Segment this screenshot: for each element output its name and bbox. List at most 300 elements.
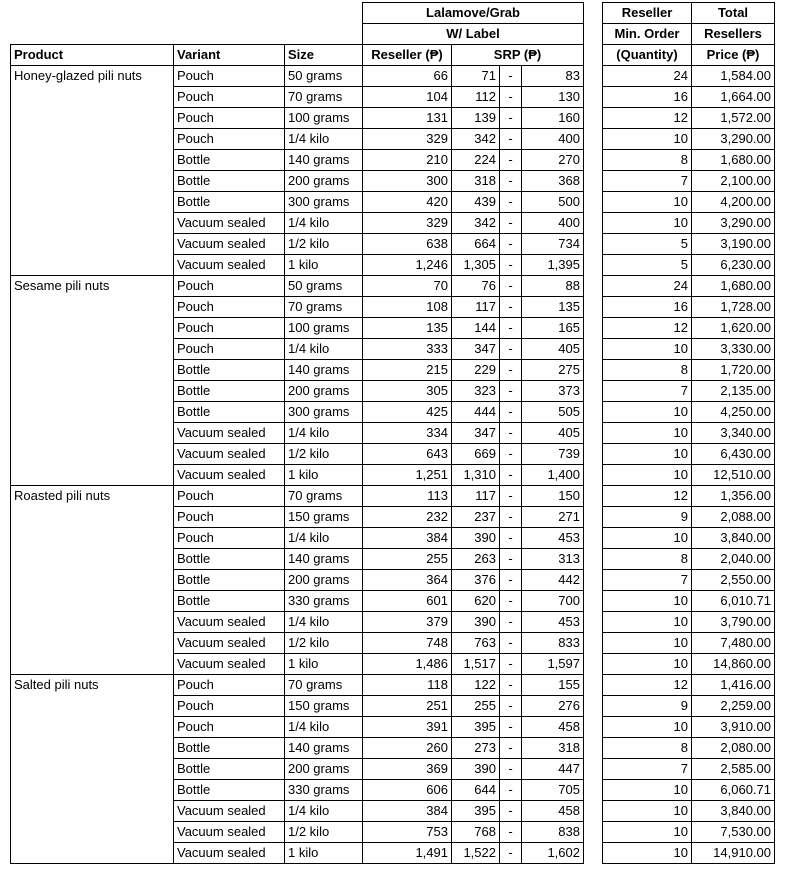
srp-max-cell: 833 <box>522 633 584 654</box>
srp-min-cell: 376 <box>452 570 500 591</box>
srp-max-cell: 150 <box>522 486 584 507</box>
total-price-cell: 1,416.00 <box>692 675 775 696</box>
total-price-cell: 2,259.00 <box>692 696 775 717</box>
variant-cell: Pouch <box>174 87 285 108</box>
srp-min-cell: 144 <box>452 318 500 339</box>
srp-dash: - <box>500 192 522 213</box>
reseller-price-cell: 108 <box>363 297 452 318</box>
size-cell: 50 grams <box>285 276 363 297</box>
min-order-qty-cell: 10 <box>603 654 692 675</box>
table-row <box>603 654 775 675</box>
srp-min-cell: 1,310 <box>452 465 500 486</box>
total-price-cell: 6,010.71 <box>692 591 775 612</box>
reseller-price-cell: 753 <box>363 822 452 843</box>
srp-dash: - <box>500 738 522 759</box>
variant-cell: Vacuum sealed <box>174 633 285 654</box>
srp-min-cell: 263 <box>452 549 500 570</box>
table-row <box>603 591 775 612</box>
total-price-cell: 2,585.00 <box>692 759 775 780</box>
reseller-price-cell: 334 <box>363 423 452 444</box>
srp-max-cell: 734 <box>522 234 584 255</box>
variant-cell: Bottle <box>174 360 285 381</box>
total-price-cell: 7,530.00 <box>692 822 775 843</box>
size-cell: 70 grams <box>285 486 363 507</box>
srp-max-cell: 318 <box>522 738 584 759</box>
min-order-qty-cell: 12 <box>603 675 692 696</box>
srp-max-cell: 160 <box>522 108 584 129</box>
total-price-cell: 2,100.00 <box>692 171 775 192</box>
table-row <box>603 507 775 528</box>
table-row <box>603 150 775 171</box>
total-price-cell: 2,080.00 <box>692 738 775 759</box>
price-table <box>10 2 584 864</box>
total-price-cell: 3,290.00 <box>692 129 775 150</box>
size-cell: 1/2 kilo <box>285 822 363 843</box>
size-cell: 1/2 kilo <box>285 234 363 255</box>
min-order-qty-cell: 5 <box>603 255 692 276</box>
table-row <box>603 171 775 192</box>
srp-min-cell: 255 <box>452 696 500 717</box>
min-order-qty-cell: 10 <box>603 717 692 738</box>
header-product: Product <box>11 45 174 66</box>
min-order-qty-cell: 10 <box>603 465 692 486</box>
size-cell: 300 grams <box>285 402 363 423</box>
min-order-qty-cell: 16 <box>603 87 692 108</box>
srp-dash: - <box>500 801 522 822</box>
reseller-price-cell: 118 <box>363 675 452 696</box>
product-name-cell: Salted pili nuts <box>11 675 174 864</box>
srp-dash: - <box>500 108 522 129</box>
reseller-price-cell: 425 <box>363 402 452 423</box>
reseller-price-cell: 748 <box>363 633 452 654</box>
min-order-qty-cell: 16 <box>603 297 692 318</box>
total-price-cell: 3,190.00 <box>692 234 775 255</box>
srp-max-cell: 271 <box>522 507 584 528</box>
header-min-order-line1: Reseller <box>603 3 692 24</box>
variant-cell: Pouch <box>174 528 285 549</box>
total-price-cell: 4,250.00 <box>692 402 775 423</box>
table-row <box>603 528 775 549</box>
reseller-price-cell: 215 <box>363 360 452 381</box>
srp-dash: - <box>500 549 522 570</box>
reseller-price-cell: 420 <box>363 192 452 213</box>
total-price-cell: 12,510.00 <box>692 465 775 486</box>
table-row <box>603 486 775 507</box>
variant-cell: Bottle <box>174 570 285 591</box>
srp-min-cell: 347 <box>452 339 500 360</box>
variant-cell: Vacuum sealed <box>174 612 285 633</box>
srp-dash: - <box>500 423 522 444</box>
table-row <box>603 192 775 213</box>
total-price-cell: 2,040.00 <box>692 549 775 570</box>
product-name-cell: Roasted pili nuts <box>11 486 174 675</box>
srp-min-cell: 237 <box>452 507 500 528</box>
srp-dash: - <box>500 612 522 633</box>
srp-dash: - <box>500 381 522 402</box>
reseller-price-cell: 1,246 <box>363 255 452 276</box>
size-cell: 140 grams <box>285 738 363 759</box>
total-price-cell: 3,840.00 <box>692 801 775 822</box>
min-order-qty-cell: 10 <box>603 129 692 150</box>
table-row <box>11 486 584 507</box>
variant-cell: Pouch <box>174 696 285 717</box>
variant-cell: Pouch <box>174 108 285 129</box>
reseller-price-cell: 300 <box>363 171 452 192</box>
min-order-qty-cell: 12 <box>603 108 692 129</box>
total-price-cell: 3,790.00 <box>692 612 775 633</box>
variant-cell: Pouch <box>174 129 285 150</box>
reseller-price-cell: 329 <box>363 129 452 150</box>
min-order-qty-cell: 12 <box>603 486 692 507</box>
srp-dash: - <box>500 129 522 150</box>
table-row <box>603 255 775 276</box>
srp-min-cell: 342 <box>452 129 500 150</box>
srp-max-cell: 373 <box>522 381 584 402</box>
reseller-price-cell: 333 <box>363 339 452 360</box>
srp-max-cell: 368 <box>522 171 584 192</box>
header-size: Size <box>285 45 363 66</box>
size-cell: 1/4 kilo <box>285 528 363 549</box>
min-order-qty-cell: 5 <box>603 234 692 255</box>
header-srp: SRP (₱) <box>452 45 584 66</box>
total-price-cell: 1,620.00 <box>692 318 775 339</box>
variant-cell: Vacuum sealed <box>174 255 285 276</box>
variant-cell: Pouch <box>174 486 285 507</box>
srp-dash: - <box>500 402 522 423</box>
reseller-price-cell: 638 <box>363 234 452 255</box>
srp-dash: - <box>500 843 522 864</box>
reseller-price-cell: 135 <box>363 318 452 339</box>
min-order-qty-cell: 10 <box>603 423 692 444</box>
reseller-price-cell: 379 <box>363 612 452 633</box>
header-variant: Variant <box>174 45 285 66</box>
srp-min-cell: 122 <box>452 675 500 696</box>
table-row <box>11 675 584 696</box>
reseller-price-cell: 601 <box>363 591 452 612</box>
min-order-qty-cell: 10 <box>603 402 692 423</box>
srp-max-cell: 83 <box>522 66 584 87</box>
size-cell: 1/4 kilo <box>285 339 363 360</box>
reseller-price-cell: 391 <box>363 717 452 738</box>
size-cell: 200 grams <box>285 381 363 402</box>
variant-cell: Vacuum sealed <box>174 213 285 234</box>
srp-min-cell: 229 <box>452 360 500 381</box>
reseller-price-cell: 643 <box>363 444 452 465</box>
table-row <box>603 129 775 150</box>
srp-dash: - <box>500 360 522 381</box>
size-cell: 100 grams <box>285 318 363 339</box>
size-cell: 1 kilo <box>285 465 363 486</box>
srp-min-cell: 117 <box>452 486 500 507</box>
srp-min-cell: 323 <box>452 381 500 402</box>
size-cell: 70 grams <box>285 675 363 696</box>
srp-max-cell: 130 <box>522 87 584 108</box>
srp-dash: - <box>500 276 522 297</box>
srp-max-cell: 405 <box>522 423 584 444</box>
srp-dash: - <box>500 87 522 108</box>
total-price-cell: 1,680.00 <box>692 276 775 297</box>
size-cell: 1 kilo <box>285 654 363 675</box>
table-row <box>603 276 775 297</box>
variant-cell: Pouch <box>174 339 285 360</box>
variant-cell: Bottle <box>174 549 285 570</box>
size-cell: 140 grams <box>285 549 363 570</box>
total-price-cell: 4,200.00 <box>692 192 775 213</box>
srp-min-cell: 1,522 <box>452 843 500 864</box>
min-order-qty-cell: 10 <box>603 780 692 801</box>
total-price-cell: 1,356.00 <box>692 486 775 507</box>
variant-cell: Pouch <box>174 318 285 339</box>
reseller-price-cell: 232 <box>363 507 452 528</box>
min-order-qty-cell: 8 <box>603 360 692 381</box>
srp-min-cell: 390 <box>452 612 500 633</box>
table-row <box>603 549 775 570</box>
size-cell: 300 grams <box>285 192 363 213</box>
srp-dash: - <box>500 297 522 318</box>
srp-dash: - <box>500 486 522 507</box>
table-row <box>603 297 775 318</box>
srp-dash: - <box>500 318 522 339</box>
srp-max-cell: 135 <box>522 297 584 318</box>
reseller-price-cell: 104 <box>363 87 452 108</box>
total-price-cell: 1,584.00 <box>692 66 775 87</box>
min-order-qty-cell: 10 <box>603 633 692 654</box>
size-cell: 330 grams <box>285 591 363 612</box>
srp-dash: - <box>500 234 522 255</box>
size-cell: 1/2 kilo <box>285 633 363 654</box>
srp-min-cell: 395 <box>452 801 500 822</box>
min-order-qty-cell: 8 <box>603 549 692 570</box>
total-price-cell: 6,060.71 <box>692 780 775 801</box>
table-row <box>603 759 775 780</box>
table-row <box>603 801 775 822</box>
srp-min-cell: 76 <box>452 276 500 297</box>
min-order-qty-cell: 7 <box>603 759 692 780</box>
min-order-qty-cell: 12 <box>603 318 692 339</box>
size-cell: 150 grams <box>285 507 363 528</box>
table-row <box>603 360 775 381</box>
srp-dash: - <box>500 150 522 171</box>
size-cell: 1/4 kilo <box>285 423 363 444</box>
variant-cell: Pouch <box>174 717 285 738</box>
table-row <box>603 570 775 591</box>
group-title-label: W/ Label <box>363 24 584 45</box>
min-order-qty-cell: 10 <box>603 528 692 549</box>
size-cell: 140 grams <box>285 360 363 381</box>
size-cell: 200 grams <box>285 759 363 780</box>
srp-max-cell: 400 <box>522 129 584 150</box>
variant-cell: Vacuum sealed <box>174 465 285 486</box>
srp-dash: - <box>500 717 522 738</box>
total-price-cell: 1,680.00 <box>692 150 775 171</box>
srp-dash: - <box>500 570 522 591</box>
srp-min-cell: 390 <box>452 528 500 549</box>
min-order-qty-cell: 7 <box>603 171 692 192</box>
srp-max-cell: 1,602 <box>522 843 584 864</box>
srp-max-cell: 458 <box>522 717 584 738</box>
variant-cell: Vacuum sealed <box>174 423 285 444</box>
reseller-price-cell: 369 <box>363 759 452 780</box>
srp-min-cell: 1,517 <box>452 654 500 675</box>
srp-min-cell: 224 <box>452 150 500 171</box>
table-row <box>603 780 775 801</box>
size-cell: 1/4 kilo <box>285 612 363 633</box>
total-price-cell: 6,430.00 <box>692 444 775 465</box>
min-order-qty-cell: 10 <box>603 213 692 234</box>
total-price-cell: 2,135.00 <box>692 381 775 402</box>
table-row <box>603 318 775 339</box>
size-cell: 50 grams <box>285 66 363 87</box>
reseller-price-cell: 384 <box>363 801 452 822</box>
total-price-cell: 1,572.00 <box>692 108 775 129</box>
srp-min-cell: 273 <box>452 738 500 759</box>
reseller-price-cell: 1,251 <box>363 465 452 486</box>
reseller-price-cell: 1,491 <box>363 843 452 864</box>
reseller-price-cell: 70 <box>363 276 452 297</box>
srp-dash: - <box>500 528 522 549</box>
srp-dash: - <box>500 213 522 234</box>
srp-min-cell: 439 <box>452 192 500 213</box>
table-row <box>603 402 775 423</box>
size-cell: 1/4 kilo <box>285 717 363 738</box>
variant-cell: Bottle <box>174 402 285 423</box>
table-row <box>603 444 775 465</box>
min-order-qty-cell: 10 <box>603 822 692 843</box>
min-order-qty-cell: 24 <box>603 276 692 297</box>
reseller-price-cell: 113 <box>363 486 452 507</box>
variant-cell: Bottle <box>174 381 285 402</box>
total-price-cell: 1,728.00 <box>692 297 775 318</box>
variant-cell: Vacuum sealed <box>174 234 285 255</box>
srp-min-cell: 139 <box>452 108 500 129</box>
srp-dash: - <box>500 66 522 87</box>
srp-max-cell: 1,597 <box>522 654 584 675</box>
total-price-cell: 3,290.00 <box>692 213 775 234</box>
reseller-price-cell: 364 <box>363 570 452 591</box>
reseller-totals-table <box>602 2 775 864</box>
table-row <box>603 465 775 486</box>
min-order-qty-cell: 10 <box>603 444 692 465</box>
min-order-qty-cell: 8 <box>603 150 692 171</box>
reseller-price-cell: 255 <box>363 549 452 570</box>
min-order-qty-cell: 10 <box>603 339 692 360</box>
srp-min-cell: 117 <box>452 297 500 318</box>
min-order-qty-cell: 9 <box>603 696 692 717</box>
reseller-price-cell: 210 <box>363 150 452 171</box>
srp-dash: - <box>500 444 522 465</box>
srp-max-cell: 500 <box>522 192 584 213</box>
srp-dash: - <box>500 633 522 654</box>
srp-min-cell: 1,305 <box>452 255 500 276</box>
srp-min-cell: 112 <box>452 87 500 108</box>
min-order-qty-cell: 8 <box>603 738 692 759</box>
srp-min-cell: 644 <box>452 780 500 801</box>
table-row <box>603 213 775 234</box>
srp-max-cell: 155 <box>522 675 584 696</box>
variant-cell: Vacuum sealed <box>174 654 285 675</box>
table-row <box>11 66 584 87</box>
srp-max-cell: 405 <box>522 339 584 360</box>
size-cell: 70 grams <box>285 297 363 318</box>
srp-max-cell: 442 <box>522 570 584 591</box>
size-cell: 1/4 kilo <box>285 801 363 822</box>
variant-cell: Bottle <box>174 171 285 192</box>
srp-dash: - <box>500 654 522 675</box>
table-row <box>603 738 775 759</box>
product-name-cell: Sesame pili nuts <box>11 276 174 486</box>
total-price-cell: 14,910.00 <box>692 843 775 864</box>
min-order-qty-cell: 10 <box>603 612 692 633</box>
srp-max-cell: 705 <box>522 780 584 801</box>
reseller-price-cell: 260 <box>363 738 452 759</box>
total-price-cell: 3,840.00 <box>692 528 775 549</box>
size-cell: 200 grams <box>285 570 363 591</box>
srp-dash: - <box>500 780 522 801</box>
srp-max-cell: 458 <box>522 801 584 822</box>
size-cell: 1 kilo <box>285 255 363 276</box>
variant-cell: Vacuum sealed <box>174 843 285 864</box>
size-cell: 1 kilo <box>285 843 363 864</box>
srp-min-cell: 71 <box>452 66 500 87</box>
reseller-price-cell: 305 <box>363 381 452 402</box>
min-order-qty-cell: 9 <box>603 507 692 528</box>
variant-cell: Pouch <box>174 66 285 87</box>
variant-cell: Pouch <box>174 675 285 696</box>
srp-max-cell: 270 <box>522 150 584 171</box>
srp-dash: - <box>500 465 522 486</box>
table-row <box>11 276 584 297</box>
srp-max-cell: 838 <box>522 822 584 843</box>
table-row <box>603 234 775 255</box>
total-price-cell: 6,230.00 <box>692 255 775 276</box>
header-total-line1: Total <box>692 3 775 24</box>
total-price-cell: 14,860.00 <box>692 654 775 675</box>
reseller-price-cell: 131 <box>363 108 452 129</box>
variant-cell: Pouch <box>174 276 285 297</box>
reseller-price-cell: 251 <box>363 696 452 717</box>
reseller-price-cell: 606 <box>363 780 452 801</box>
srp-min-cell: 318 <box>452 171 500 192</box>
size-cell: 330 grams <box>285 780 363 801</box>
srp-max-cell: 739 <box>522 444 584 465</box>
header-total-line2: Resellers <box>692 24 775 45</box>
variant-cell: Bottle <box>174 150 285 171</box>
table-row <box>603 675 775 696</box>
min-order-qty-cell: 10 <box>603 591 692 612</box>
min-order-qty-cell: 7 <box>603 570 692 591</box>
srp-max-cell: 505 <box>522 402 584 423</box>
total-price-cell: 2,550.00 <box>692 570 775 591</box>
variant-cell: Vacuum sealed <box>174 801 285 822</box>
total-price-cell: 3,910.00 <box>692 717 775 738</box>
variant-cell: Bottle <box>174 192 285 213</box>
srp-max-cell: 88 <box>522 276 584 297</box>
srp-min-cell: 763 <box>452 633 500 654</box>
srp-max-cell: 313 <box>522 549 584 570</box>
size-cell: 1/4 kilo <box>285 213 363 234</box>
srp-dash: - <box>500 171 522 192</box>
table-row <box>603 696 775 717</box>
srp-dash: - <box>500 339 522 360</box>
srp-dash: - <box>500 675 522 696</box>
variant-cell: Vacuum sealed <box>174 444 285 465</box>
table-row <box>603 423 775 444</box>
size-cell: 70 grams <box>285 87 363 108</box>
min-order-qty-cell: 24 <box>603 66 692 87</box>
total-price-cell: 1,664.00 <box>692 87 775 108</box>
table-row <box>603 717 775 738</box>
srp-max-cell: 165 <box>522 318 584 339</box>
